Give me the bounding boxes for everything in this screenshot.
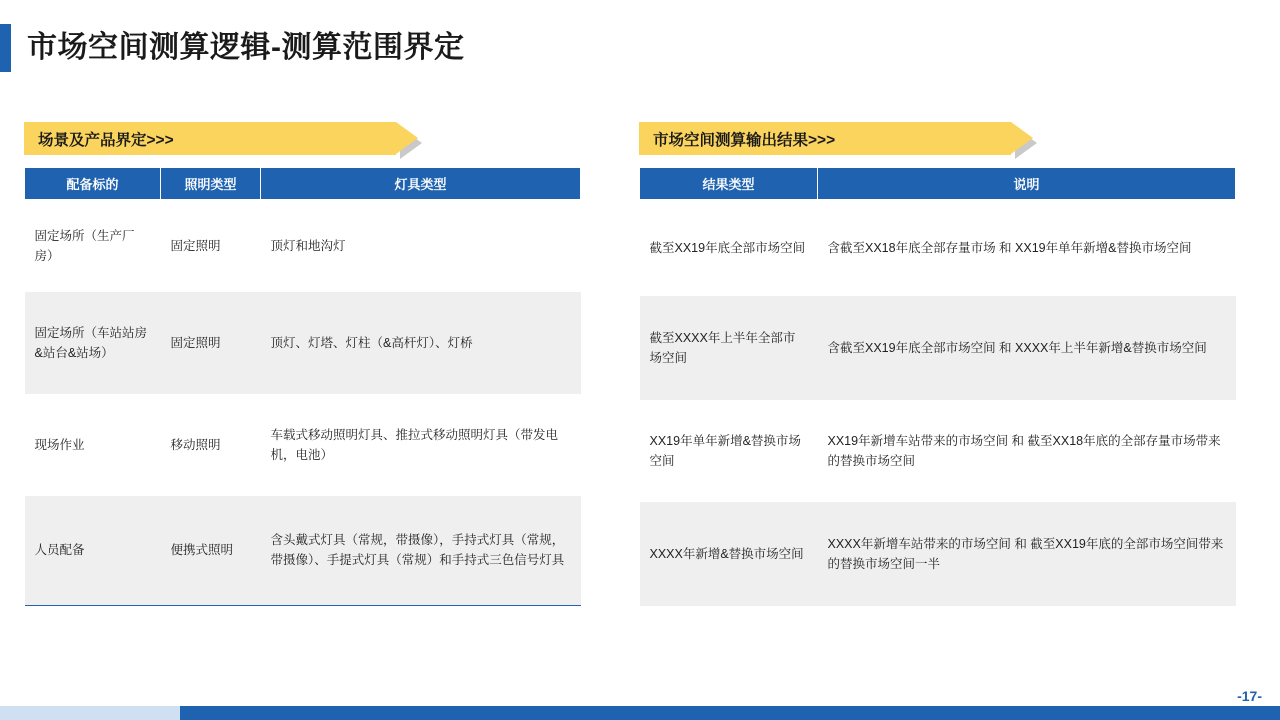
cell-scene: 人员配备 bbox=[25, 496, 161, 606]
table-row bbox=[640, 200, 1236, 296]
section-banner-right-label: 市场空间测算输出结果>>> bbox=[653, 131, 836, 149]
column-header-description: 说明 bbox=[818, 168, 1236, 200]
section-banner-left-label: 场景及产品界定>>> bbox=[38, 131, 174, 149]
table-row bbox=[25, 292, 581, 394]
cell-lighting: 移动照明 bbox=[161, 394, 261, 496]
scene-product-table bbox=[24, 167, 581, 606]
cell-scene: 固定场所（生产厂房） bbox=[25, 200, 161, 292]
cell-result-type: XXXX年新增&替换市场空间 bbox=[640, 502, 818, 606]
table-row bbox=[640, 296, 1236, 400]
cell-description: 含截至XX19年底全部市场空间 和 XXXX年上半年新增&替换市场空间 bbox=[818, 296, 1236, 400]
cell-result-type: 截至XX19年底全部市场空间 bbox=[640, 200, 818, 296]
table-row bbox=[640, 502, 1236, 606]
title-text: 市场空间测算逻辑-测算范围界定 bbox=[27, 31, 465, 64]
title-accent-bar bbox=[0, 24, 11, 72]
cell-description: XX19年新增车站带来的市场空间 和 截至XX18年底的全部存量市场带来的替换市场空间 bbox=[818, 400, 1236, 502]
column-header-lighting-type: 照明类型 bbox=[161, 168, 261, 200]
cell-lighting: 固定照明 bbox=[161, 200, 261, 292]
table-header-row bbox=[640, 168, 1236, 200]
cell-lighting: 固定照明 bbox=[161, 292, 261, 394]
cell-lamp: 顶灯、灯塔、灯柱（&高杆灯）、灯桥 bbox=[261, 292, 581, 394]
column-header-scene: 配备标的 bbox=[25, 168, 161, 200]
cell-description: 含截至XX18年底全部存量市场 和 XX19年单年新增&替换市场空间 bbox=[818, 200, 1236, 296]
column-header-lamp-type: 灯具类型 bbox=[261, 168, 581, 200]
footer-bar-dark bbox=[180, 706, 1280, 720]
table-row bbox=[25, 496, 581, 606]
banner-arrow-left bbox=[396, 122, 418, 154]
cell-result-type: XX19年单年新增&替换市场空间 bbox=[640, 400, 818, 502]
table-row bbox=[25, 200, 581, 292]
page-number: -17- bbox=[1237, 688, 1262, 704]
section-banner-left bbox=[24, 122, 396, 155]
column-header-result-type: 结果类型 bbox=[640, 168, 818, 200]
cell-lamp: 含头戴式灯具（常规，带摄像），手持式灯具（常规，带摄像）、手提式灯具（常规）和手持式三色信号灯具 bbox=[261, 496, 581, 606]
cell-scene: 固定场所（车站站房&站台&站场） bbox=[25, 292, 161, 394]
cell-description: XXXX年新增车站带来的市场空间 和 截至XX19年底的全部市场空间带来的替换市场空间一半 bbox=[818, 502, 1236, 606]
cell-lighting: 便携式照明 bbox=[161, 496, 261, 606]
table-bottom-rule-cell bbox=[25, 606, 581, 607]
table-row bbox=[640, 400, 1236, 502]
table-header-row bbox=[25, 168, 581, 200]
table-bottom-rule bbox=[25, 606, 581, 607]
table-row bbox=[25, 394, 581, 496]
market-space-output-table bbox=[639, 167, 1236, 606]
page-title bbox=[0, 24, 465, 72]
cell-result-type: 截至XXXX年上半年全部市场空间 bbox=[640, 296, 818, 400]
footer-bar-light bbox=[0, 706, 180, 720]
banner-arrow-right bbox=[1011, 122, 1033, 154]
cell-lamp: 顶灯和地沟灯 bbox=[261, 200, 581, 292]
cell-lamp: 车载式移动照明灯具、推拉式移动照明灯具（带发电机，电池） bbox=[261, 394, 581, 496]
cell-scene: 现场作业 bbox=[25, 394, 161, 496]
section-banner-right bbox=[639, 122, 1011, 155]
